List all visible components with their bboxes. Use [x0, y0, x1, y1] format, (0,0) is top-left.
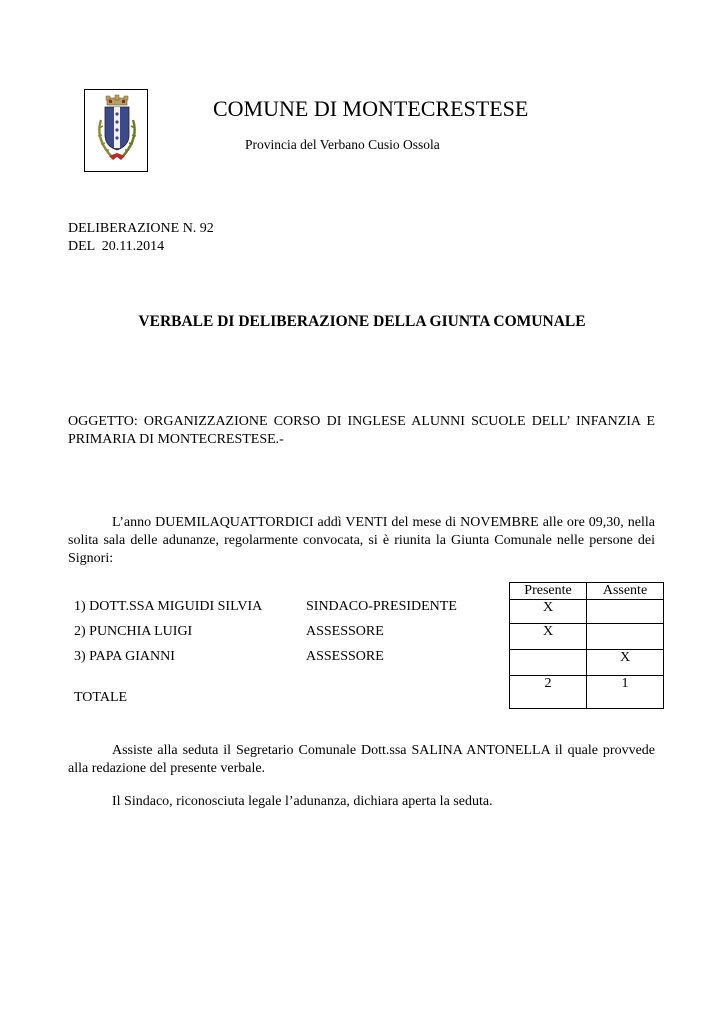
member-role: ASSESSORE	[306, 624, 384, 639]
deliberation-date: DEL 20.11.2014	[68, 239, 165, 254]
subject-paragraph: OGGETTO: ORGANIZZAZIONE CORSO DI INGLESE ALUNNI SCUOLE DELL’ INFANZIA E PRIMARIA DI MONTECRESTESE.-	[68, 414, 655, 447]
present-mark: X	[510, 600, 587, 624]
province-subtitle: Provincia del Verbano Cusio Ossola	[245, 137, 440, 152]
absent-column-header: Assente	[587, 583, 664, 600]
present-mark	[510, 650, 587, 676]
town-title: COMUNE DI MONTECRESTESE	[213, 96, 529, 121]
absent-mark	[587, 624, 664, 650]
mayor-paragraph: Il Sindaco, riconosciuta legale l’adunanza, dichiara aperta la seduta.	[112, 794, 493, 809]
present-mark: X	[510, 624, 587, 650]
intro-paragraph: L’anno DUEMILAQUATTORDICI addì VENTI del mese di NOVEMBRE alle ore 09,30, nella solita sala delle adunanze, regolarmente convocata, si è riunita la Giunta Comunale nelle persone dei Signori:	[68, 515, 655, 566]
crest-frame	[84, 89, 148, 172]
member-role: ASSESSORE	[306, 649, 384, 664]
municipal-coat-of-arms-icon	[85, 90, 149, 173]
absent-mark	[587, 600, 664, 624]
total-absent: 1	[587, 676, 664, 709]
member-name: 3) PAPA GIANNI	[74, 649, 175, 664]
document-heading: VERBALE DI DELIBERAZIONE DELLA GIUNTA COMUNALE	[138, 313, 586, 330]
member-name: 1) DOTT.SSA MIGUIDI SILVIA	[74, 599, 263, 614]
member-role: SINDACO-PRESIDENTE	[306, 599, 457, 614]
member-name: 2) PUNCHIA LUIGI	[74, 624, 193, 639]
present-column-header: Presente	[510, 583, 587, 600]
total-present: 2	[510, 676, 587, 709]
secretary-paragraph: Assiste alla seduta il Segretario Comunale Dott.ssa SALINA ANTONELLA il quale provvede alla redazione del presente verbale.	[68, 743, 655, 776]
absent-mark: X	[587, 650, 664, 676]
total-label: TOTALE	[74, 690, 128, 705]
deliberation-number: DELIBERAZIONE N. 92	[68, 221, 214, 236]
attendance-table	[509, 582, 664, 709]
